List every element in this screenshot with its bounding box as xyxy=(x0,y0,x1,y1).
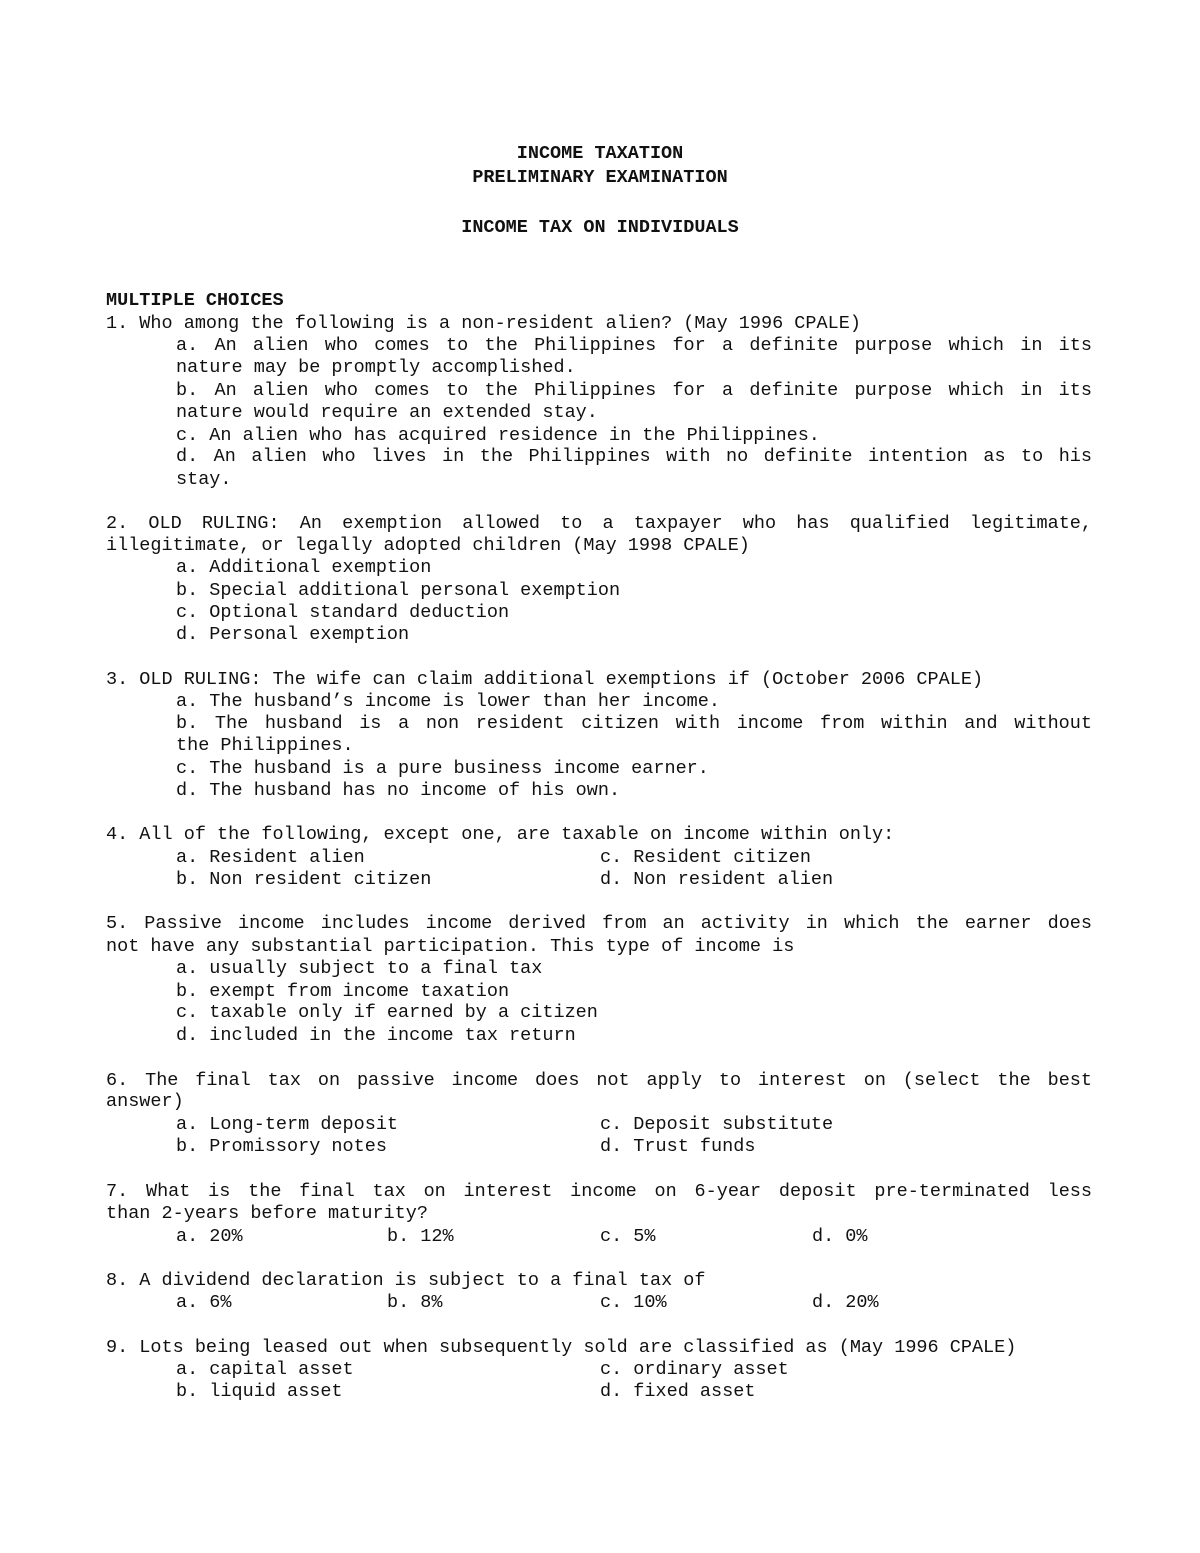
q4-option-b: b. Non resident citizen xyxy=(176,869,432,890)
q8-option-d: d. 20% xyxy=(812,1292,879,1313)
q2-option-a: a. Additional exemption xyxy=(176,557,432,578)
q6-option-c: c. Deposit substitute xyxy=(600,1114,834,1135)
exam-title: INCOME TAXATION xyxy=(516,143,684,164)
q9-option-a: a. capital asset xyxy=(176,1359,354,1380)
q1-option-c: c. An alien who has acquired residence in the Philippines. xyxy=(176,425,820,446)
q3-option-b-cont: the Philippines. xyxy=(176,735,354,756)
q7-option-c: c. 5% xyxy=(600,1226,656,1247)
q6-stem-cont: answer) xyxy=(106,1091,184,1112)
q8-stem: 8. A dividend declaration is subject to a final tax of xyxy=(106,1270,706,1291)
q7-option-d: d. 0% xyxy=(812,1226,868,1247)
q5-option-c: c. taxable only if earned by a citizen xyxy=(176,1002,598,1023)
q8-option-a: a. 6% xyxy=(176,1292,232,1313)
q5-option-b: b. exempt from income taxation xyxy=(176,981,510,1002)
q1-option-b: b. An alien who comes to the Philippines for a definite purpose which in its xyxy=(176,380,1092,401)
q8-option-b: b. 8% xyxy=(387,1292,443,1313)
q5-option-a: a. usually subject to a final tax xyxy=(176,958,543,979)
q6-option-a: a. Long-term deposit xyxy=(176,1114,399,1135)
q2-stem: 2. OLD RULING: An exemption allowed to a taxpayer who has qualified legitimate, xyxy=(106,513,1092,534)
q1-option-d: d. An alien who lives in the Philippines with no definite intention as to his xyxy=(176,446,1092,467)
q9-option-c: c. ordinary asset xyxy=(600,1359,789,1380)
exam-subtitle: PRELIMINARY EXAMINATION xyxy=(472,167,728,188)
q7-stem-cont: than 2-years before maturity? xyxy=(106,1203,428,1224)
q7-option-a: a. 20% xyxy=(176,1226,243,1247)
q2-option-b: b. Special additional personal exemption xyxy=(176,580,621,601)
q7-option-b: b. 12% xyxy=(387,1226,454,1247)
q3-stem: 3. OLD RULING: The wife can claim additional exemptions if (October 2006 CPALE) xyxy=(106,669,984,690)
q8-option-c: c. 10% xyxy=(600,1292,667,1313)
q2-option-c: c. Optional standard deduction xyxy=(176,602,510,623)
q1-option-a-cont: nature may be promptly accomplished. xyxy=(176,357,576,378)
q6-option-d: d. Trust funds xyxy=(600,1136,756,1157)
q1-option-b-cont: nature would require an extended stay. xyxy=(176,402,598,423)
q9-option-d: d. fixed asset xyxy=(600,1381,756,1402)
q1-stem: 1. Who among the following is a non-resident alien? (May 1996 CPALE) xyxy=(106,313,861,334)
topic-heading: INCOME TAX ON INDIVIDUALS xyxy=(461,217,739,238)
q7-stem: 7. What is the final tax on interest income on 6-year deposit pre-terminated less xyxy=(106,1181,1092,1202)
q3-option-d: d. The husband has no income of his own. xyxy=(176,780,621,801)
q3-option-c: c. The husband is a pure business income earner. xyxy=(176,758,709,779)
section-heading: MULTIPLE CHOICES xyxy=(106,290,284,311)
q5-option-d: d. included in the income tax return xyxy=(176,1025,576,1046)
q9-option-b: b. liquid asset xyxy=(176,1381,343,1402)
q2-stem-cont: illegitimate, or legally adopted children (May 1998 CPALE) xyxy=(106,535,750,556)
q4-option-a: a. Resident alien xyxy=(176,847,365,868)
q1-option-a: a. An alien who comes to the Philippines for a definite purpose which in its xyxy=(176,335,1092,356)
q2-option-d: d. Personal exemption xyxy=(176,624,410,645)
q4-stem: 4. All of the following, except one, are taxable on income within only: xyxy=(106,824,895,845)
q5-stem: 5. Passive income includes income derived from an activity in which the earner does xyxy=(106,913,1092,934)
q4-option-c: c. Resident citizen xyxy=(600,847,811,868)
q6-stem: 6. The final tax on passive income does not apply to interest on (select the best xyxy=(106,1070,1092,1091)
q5-stem-cont: not have any substantial participation. This type of income is xyxy=(106,936,795,957)
q3-option-b: b. The husband is a non resident citizen with income from within and without xyxy=(176,713,1092,734)
q4-option-d: d. Non resident alien xyxy=(600,869,834,890)
q6-option-b: b. Promissory notes xyxy=(176,1136,387,1157)
q9-stem: 9. Lots being leased out when subsequently sold are classified as (May 1996 CPALE) xyxy=(106,1337,1017,1358)
q1-option-d-cont: stay. xyxy=(176,469,232,490)
q3-option-a: a. The husband’s income is lower than her income. xyxy=(176,691,720,712)
